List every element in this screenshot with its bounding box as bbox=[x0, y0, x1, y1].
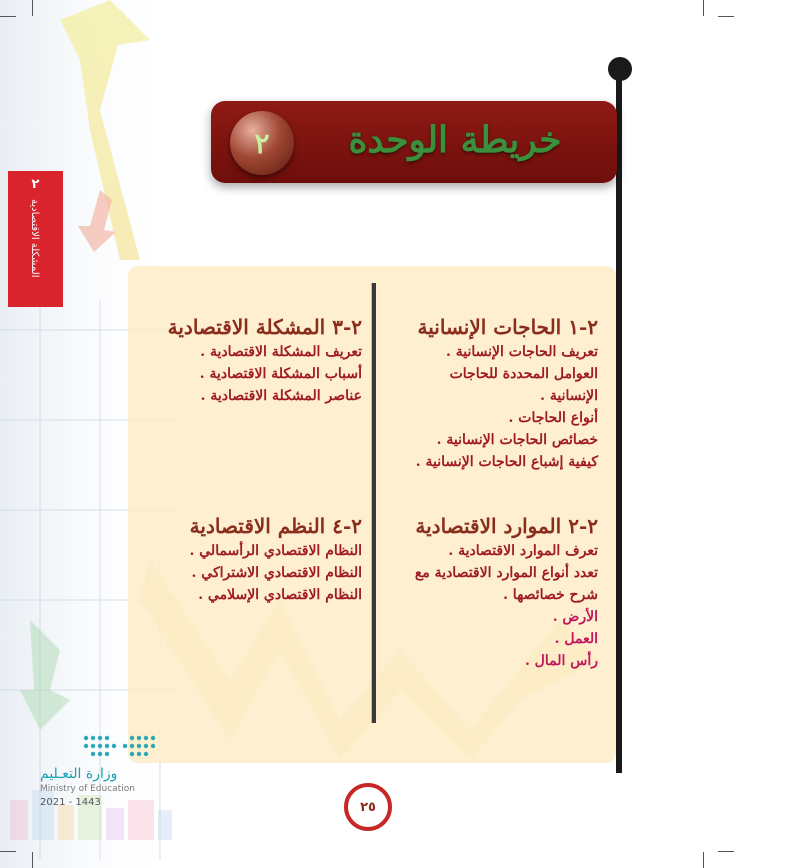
page-title: خريطة الوحدة bbox=[348, 119, 562, 161]
section-title: ٢-١ الحاجات الإنسانية bbox=[417, 315, 598, 339]
section-title: ٢-٣ المشكلة الاقتصادية bbox=[167, 315, 362, 339]
side-tab-number: ٢ bbox=[31, 177, 40, 192]
ministry-year: 2021 - 1443 bbox=[40, 797, 101, 808]
list-item: النظام الاقتصادي الإسلامي . bbox=[198, 587, 362, 603]
list-item: عناصر المشكلة الاقتصادية . bbox=[200, 388, 362, 404]
list-item: أسباب المشكلة الاقتصادية . bbox=[199, 366, 362, 382]
list-item: الأرض . bbox=[552, 609, 598, 625]
ministry-logo-icon bbox=[82, 734, 162, 762]
crop-mark bbox=[703, 852, 704, 868]
chapter-side-tab bbox=[8, 171, 63, 307]
list-item: تعريف المشكلة الاقتصادية . bbox=[200, 344, 362, 360]
crop-mark bbox=[32, 0, 33, 16]
ministry-name-english: Ministry of Education bbox=[40, 784, 135, 794]
crop-mark bbox=[703, 0, 704, 16]
list-item: الإنسانية . bbox=[540, 388, 598, 404]
unit-number-badge: ٢ bbox=[230, 111, 294, 175]
crop-mark bbox=[718, 851, 734, 852]
crop-mark bbox=[718, 16, 734, 17]
side-tab-label: المشكلة الاقتصادية bbox=[29, 199, 40, 278]
crop-mark bbox=[0, 16, 16, 17]
list-item: رأس المال . bbox=[524, 653, 598, 669]
section-title: ٢-٤ النظم الاقتصادية bbox=[189, 514, 362, 538]
list-item: العمل . bbox=[554, 631, 598, 647]
list-item: النظام الاقتصادي الرأسمالي . bbox=[189, 543, 362, 559]
ministry-name-arabic: وزارة التعـليم bbox=[40, 766, 118, 782]
crop-mark bbox=[32, 852, 33, 868]
list-item: العوامل المحددة للحاجات bbox=[449, 366, 598, 382]
list-item: أنواع الحاجات . bbox=[508, 410, 598, 426]
flag-pole bbox=[616, 70, 622, 773]
list-item: كيفية إشباع الحاجات الإنسانية . bbox=[415, 454, 598, 470]
section-systems bbox=[140, 512, 362, 606]
section-problem bbox=[140, 313, 362, 407]
list-item: النظام الاقتصادي الاشتراكي . bbox=[191, 565, 362, 581]
list-item: تعريف الحاجات الإنسانية . bbox=[446, 344, 598, 360]
section-needs bbox=[388, 313, 598, 473]
flag-ball bbox=[608, 57, 632, 81]
list-item: شرح خصائصها . bbox=[503, 587, 598, 603]
section-resources bbox=[384, 512, 598, 672]
crop-mark bbox=[0, 851, 16, 852]
list-item: تعرف الموارد الاقتصادية . bbox=[448, 543, 598, 559]
list-item: خصائص الحاجات الإنسانية . bbox=[436, 432, 598, 448]
section-title: ٢-٢ الموارد الاقتصادية bbox=[415, 514, 598, 538]
page-number-badge: ٢٥ bbox=[344, 783, 392, 831]
column-divider bbox=[371, 283, 376, 723]
list-item: تعدد أنواع الموارد الاقتصادية مع bbox=[414, 565, 598, 581]
